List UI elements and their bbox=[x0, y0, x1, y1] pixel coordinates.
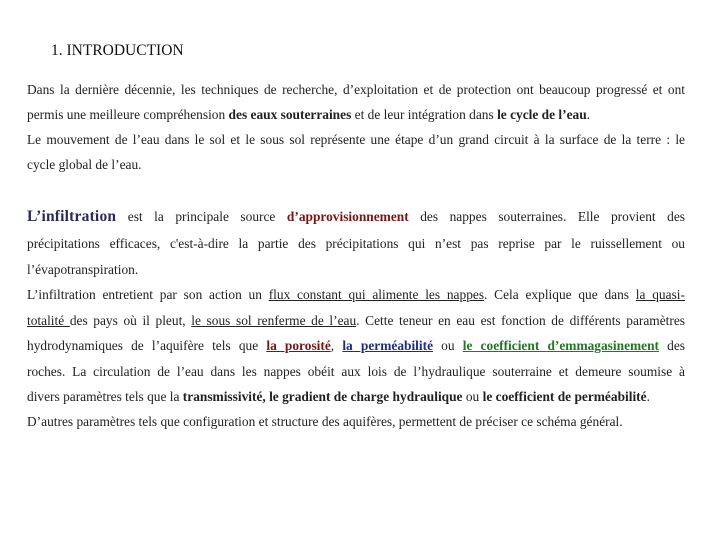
phrase-quasi: la quasi- bbox=[635, 287, 685, 302]
paragraph-3-line-5: divers paramètres tels que la transmissivité, le gradient de charge hydraulique ou le coefficient de perméabilité. bbox=[27, 389, 650, 404]
term-infiltration: L’infiltration bbox=[27, 208, 117, 225]
section-heading: 1. INTRODUCTION bbox=[51, 42, 184, 59]
paragraph-2-line-3: l’évapotranspiration. bbox=[27, 262, 139, 277]
paragraph-3-line-1: L’infiltration entretient par son action un flux constant qui alimente les nappes. Cela explique que dans la quasi- bbox=[27, 287, 685, 302]
term-transmissivite: transmissivité, le gradient de charge hydraulique bbox=[182, 389, 463, 404]
paragraph-3-line-2: totalité des pays où il pleut, le sous sol renferme de l’eau. Cette teneur en eau est fonction de différents paramètres bbox=[27, 313, 685, 328]
phrase-flux-constant: flux constant qui alimente les nappes bbox=[268, 287, 485, 302]
term-coefficient-emmagasinement: le coefficient d’emmagasinement bbox=[462, 338, 660, 353]
paragraph-2-line-2: précipitations efficaces, c'est-à-dire la partie des précipitations qui n’est pas reprise par le ruissellement ou bbox=[27, 236, 685, 251]
term-cycle-eau: le cycle de l’eau bbox=[497, 107, 587, 122]
paragraph-3-line-3: hydrodynamiques de l’aquifère tels que la porosité, la perméabilité ou le coefficient d’emmagasinement des bbox=[27, 338, 686, 353]
paragraph-1-line-3: Le mouvement de l’eau dans le sol et le sous sol représente une étape d’un grand circuit à la surface de la terre : le bbox=[27, 132, 685, 147]
term-porosite: la porosité bbox=[266, 338, 331, 353]
paragraph-3-line-4: roches. La circulation de l’eau dans les nappes obéit aux lois de l’hydraulique souterraine et demeure soumise à bbox=[27, 364, 685, 379]
term-eaux-souterraines: des eaux souterraines bbox=[228, 107, 352, 122]
paragraph-1-line-4: cycle global de l’eau. bbox=[27, 157, 142, 172]
paragraph-1-line-2: permis une meilleure compréhension des eaux souterraines et de leur intégration dans le cycle de l’eau. bbox=[27, 107, 591, 122]
term-permeabilite: la perméabilité bbox=[342, 338, 434, 353]
term-approvisionnement: d’approvisionnement bbox=[286, 209, 409, 224]
paragraph-2-line-1: L’infiltration est la principale source d’approvisionnement des nappes souterraines. Elle provient des bbox=[27, 208, 685, 225]
term-coefficient-permeabilite: le coefficient de perméabilité bbox=[482, 389, 647, 404]
phrase-totalite: totalité bbox=[27, 313, 70, 328]
paragraph-1-line-1: Dans la dernière décennie, les techniques de recherche, d’exploitation et de protection ont beaucoup progressé et ont bbox=[27, 82, 685, 97]
paragraph-3-line-6: D’autres paramètres tels que configuration et structure des aquifères, permettent de préciser ce schéma général. bbox=[27, 414, 623, 429]
phrase-sous-sol: le sous sol renferme de l’eau bbox=[191, 313, 357, 328]
